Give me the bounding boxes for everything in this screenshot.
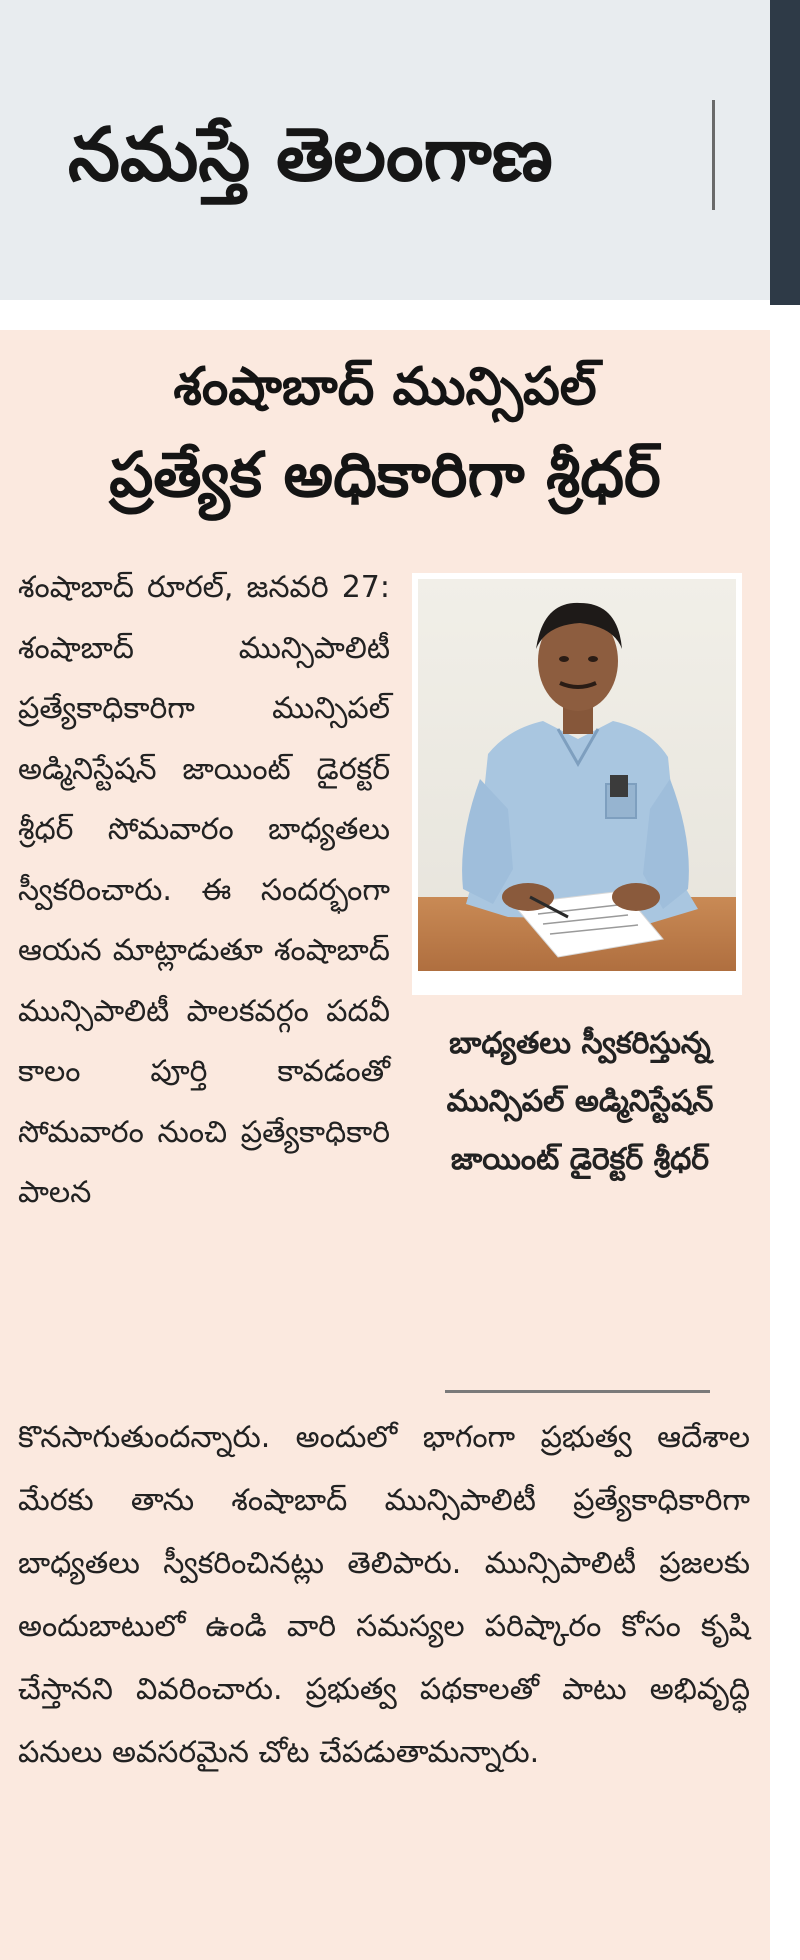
article-body-full: కొనసాగుతుందన్నారు. అందులో భాగంగా ప్రభుత్వ ఆదేశాల మేరకు తాను శంషాబాద్ మున్సిపాలిటీ ప్రత్యేకాధికారిగా బాధ్యతలు స్వీకరించినట్లు తెలిపారు. మున్సిపాలిటీ ప్రజలకు అందుబాటులో ఉండి వారి సమస్యల పరిష్కారం కోసం కృషి చేస్తానని వివరించారు. ప్రభుత్వ పథకాలతో పాటు అభివృద్ధి పనులు అవసరమైన చోట చేపడుతామన్నారు.	[18, 1420, 750, 1770]
official-portrait-image	[418, 579, 736, 989]
headline-line-2: ప్రత్యేక అధికారిగా శ్రీధర్	[109, 438, 661, 511]
article-photo	[412, 573, 742, 995]
article-body-column: శంషాబాద్ రూరల్, జనవరి 27: శంషాబాద్ మున్సిపాలిటీ ప్రత్యేకాధికారిగా మున్సిపల్ అడ్మినిస్టేషన్ జాయింట్ డైరక్టర్ శ్రీధర్ సోమవారం బాధ్యతలు స్వీకరించారు. ఈ సందర్భంగా ఆయన మాట్లాడుతూ శంషాబాద్ మున్సిపాలిటీ పాలకవర్గం పదవీ కాలం పూర్తి కావడంతో సోమవారం నుంచి ప్రత్యేకాధికారి పాలన	[18, 570, 390, 1210]
photo-caption: బాధ్యతలు స్వీకరిస్తున్న మున్సిపల్ అడ్మినిస్టేషన్ జాయింట్ డైరెక్టర్ శ్రీధర్	[446, 1026, 714, 1177]
masthead-divider	[712, 100, 715, 210]
masthead	[0, 0, 770, 300]
article-card	[0, 330, 770, 1960]
masthead-title: నమస్తే తెలంగాణ	[68, 112, 553, 198]
caption-divider	[445, 1390, 710, 1393]
headline-line-1: శంషాబాద్ మున్సిపల్	[173, 357, 597, 417]
masthead-edge-bar	[770, 0, 800, 305]
